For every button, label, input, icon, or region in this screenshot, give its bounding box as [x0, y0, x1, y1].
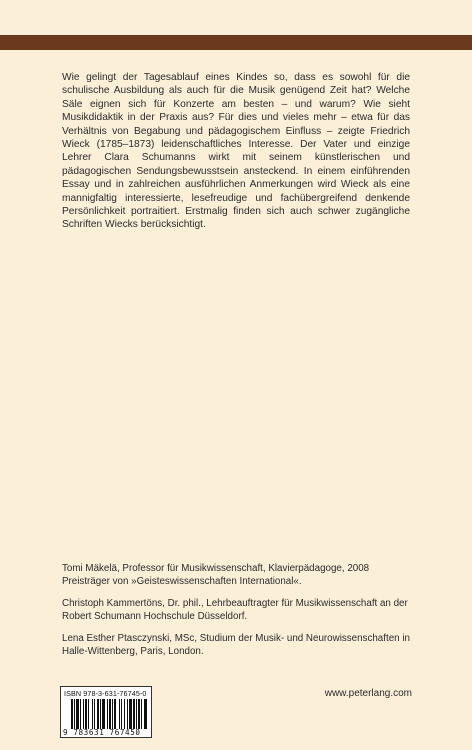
top-color-band [0, 35, 472, 50]
back-cover-blurb: Wie gelingt der Tagesablauf eines Kindes so, dass es sowohl für die schulische Ausbildung als auch für die Musik genügend Zeit hat? Welche Säle eignen sich für Konzerte am besten – und warum? Wie sieht Musikdidaktik in der Praxis aus? Für dies und vieles mehr – etwa für das Verhältnis von Begabung und pädagogischem Einfluss – zeigte Friedrich Wieck (1785–1873) leidenschaftliches Interesse. Der Vater und einzige Lehrer Clara Schumanns wirkt mit seinem künstlerischen und pädagogischen Sendungsbewusstsein ansteckend. In einem einführenden Essay und in zahlreichen ausführlichen Anmerkungen wird Wieck als eine mannigfaltig interessierte, lesefreudige und fachübergreifend denkende Persönlichkeit portraitiert. Erstmalig finden sich auch schwer zugängliche Schriften Wiecks berücksichtigt. [62, 72, 410, 231]
barcode-bar [119, 699, 120, 729]
barcode-bar [127, 699, 128, 729]
isbn-barcode-box [60, 686, 152, 738]
barcode-bar [71, 699, 73, 729]
barcode-bar [80, 699, 81, 729]
author-bio-kammertons: Christoph Kammertöns, Dr. phil., Lehrbeauftragter für Musikwissenschaft an der Robert Schumann Hochschule Düsseldorf. [62, 598, 408, 622]
barcode-digits: 9 783631 767450 [63, 728, 141, 737]
barcode-bar [85, 699, 87, 729]
author-bio-makela: Tomi Mäkelä, Professor für Musikwissenschaft, Klavierpädagoge, 2008 Preisträger von »Geisteswissenschaften International«. [62, 563, 370, 587]
barcode-icon [71, 699, 147, 729]
barcode-bar [112, 699, 113, 729]
barcode-bar [129, 699, 132, 729]
isbn-label: ISBN 978-3-631-76745-0 [64, 689, 147, 698]
author-bio-ptasczynski: Lena Esther Ptasczynski, MSc, Studium der Musik- und Neurowissenschaften in Halle-Wittenberg, Paris, London. [62, 633, 410, 657]
barcode-bar [141, 699, 142, 729]
barcode-bar [107, 699, 108, 729]
barcode-bar [76, 699, 79, 729]
barcode-bar [136, 699, 137, 729]
barcode-bar [114, 699, 116, 729]
barcode-bar [144, 699, 147, 729]
barcode-bar [97, 699, 99, 729]
barcode-bar [124, 699, 125, 729]
barcode-bar [83, 699, 84, 729]
barcode-bar [138, 699, 140, 729]
barcode-bar [102, 699, 105, 729]
barcode-bar [133, 699, 135, 729]
barcode-bar [74, 699, 75, 729]
barcode-bar [100, 699, 101, 729]
barcode-bar [88, 699, 89, 729]
barcode-bar [94, 699, 95, 729]
barcode-bar [92, 699, 93, 729]
author-bios [62, 562, 412, 667]
barcode-bar [109, 699, 111, 729]
publisher-website: www.peterlang.com [324, 688, 412, 699]
barcode-bar [121, 699, 122, 729]
